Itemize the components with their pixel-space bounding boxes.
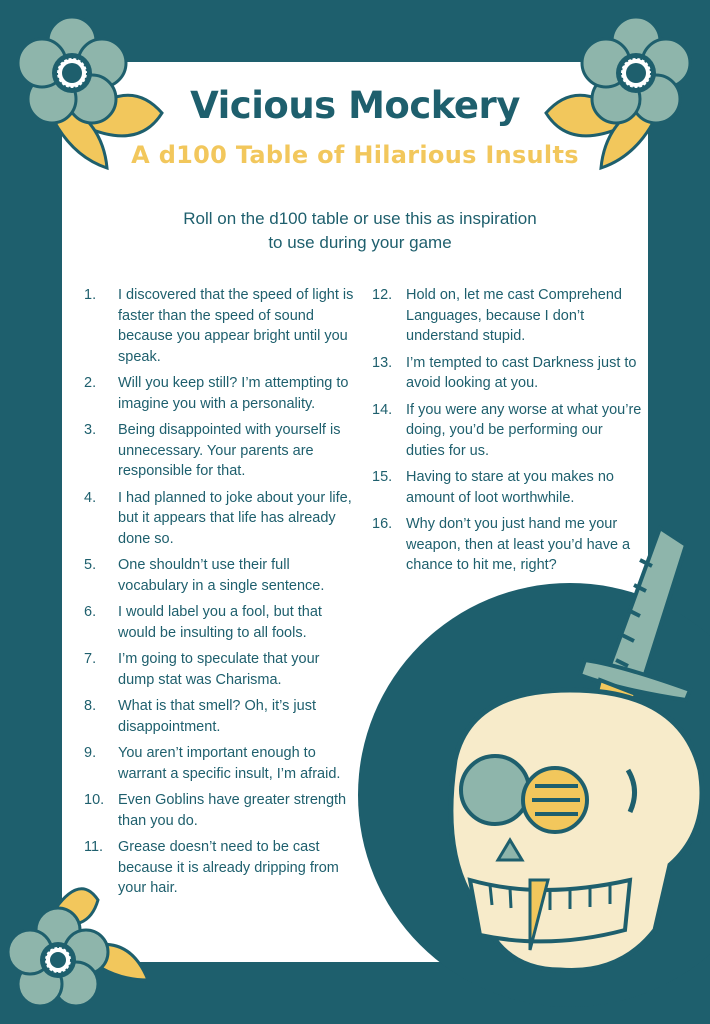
page-title: Vicious Mockery [190,84,520,127]
list-item [84,743,354,784]
list-item [84,555,354,596]
item-text: One shouldn’t use their full vocabulary in a single sentence. [118,557,325,594]
item-number: 5. [84,557,97,573]
list-item [84,373,354,414]
item-number: 14. [372,401,393,418]
item-number: 8. [84,698,97,714]
list-item [372,514,642,576]
insult-list-right [372,285,642,582]
list-item [84,602,354,643]
item-number: 16. [372,516,393,532]
item-text: If you were any worse at what you’re doing, you’d be performing our duties for us. [406,401,642,459]
intro-line-2: to use during your game [268,233,452,252]
list-item [84,285,354,367]
list-item [84,837,354,899]
item-number: 15. [372,469,393,485]
item-text: I had planned to joke about your life, but it appears that life has already done so. [118,489,352,547]
item-number: 3. [84,422,97,438]
item-number: 10. [84,792,105,808]
item-number: 7. [84,651,97,667]
list-item [84,420,354,482]
item-number: 6. [84,604,97,620]
item-number: 2. [84,375,97,391]
item-number: 4. [84,489,97,506]
item-text: You aren’t important enough to warrant a specific insult, I’m afraid. [118,745,341,782]
item-text: I’m going to speculate that your dump stat was Charisma. [118,651,320,688]
list-item [372,400,642,462]
intro-line-1: Roll on the d100 table or use this as inspiration [183,209,537,228]
flower-icon [8,889,148,1006]
list-item [84,790,354,831]
list-item [372,353,642,394]
item-text: I discovered that the speed of light is faster than the speed of sound because you appear bright until you speak. [118,287,354,365]
list-item [372,467,642,508]
list-item [84,488,354,550]
item-number: 11. [84,839,104,855]
item-text: Being disappointed with yourself is unnecessary. Your parents are responsible for that. [118,422,341,479]
item-number: 9. [84,745,97,761]
list-item [84,649,354,690]
item-text: Grease doesn’t need to be cast because it is already dripping from your hair. [118,839,339,896]
item-text: Even Goblins have greater strength than you do. [118,792,347,829]
item-number: 12. [372,287,393,303]
item-text: Will you keep still? I’m attempting to imagine you with a personality. [118,375,349,412]
insult-list-left [84,285,354,905]
item-number: 13. [372,354,393,371]
item-number: 1. [84,287,97,303]
item-text: Hold on, let me cast Comprehend Languages, because I don’t understand stupid. [406,287,622,344]
item-text: Having to stare at you makes no amount of loot worthwhile. [406,469,614,506]
list-item [372,285,642,347]
item-text: I would label you a fool, but that would be insulting to all fools. [118,604,322,641]
item-text: I’m tempted to cast Darkness just to avoid looking at you. [406,354,637,391]
list-item [84,696,354,737]
intro-text [150,207,570,255]
item-text: What is that smell? Oh, it’s just disappointment. [118,698,316,735]
item-text: Why don’t you just hand me your weapon, then at least you’d have a chance to hit me, right? [406,516,631,573]
page-subtitle: A d100 Table of Hilarious Insults [131,141,579,169]
